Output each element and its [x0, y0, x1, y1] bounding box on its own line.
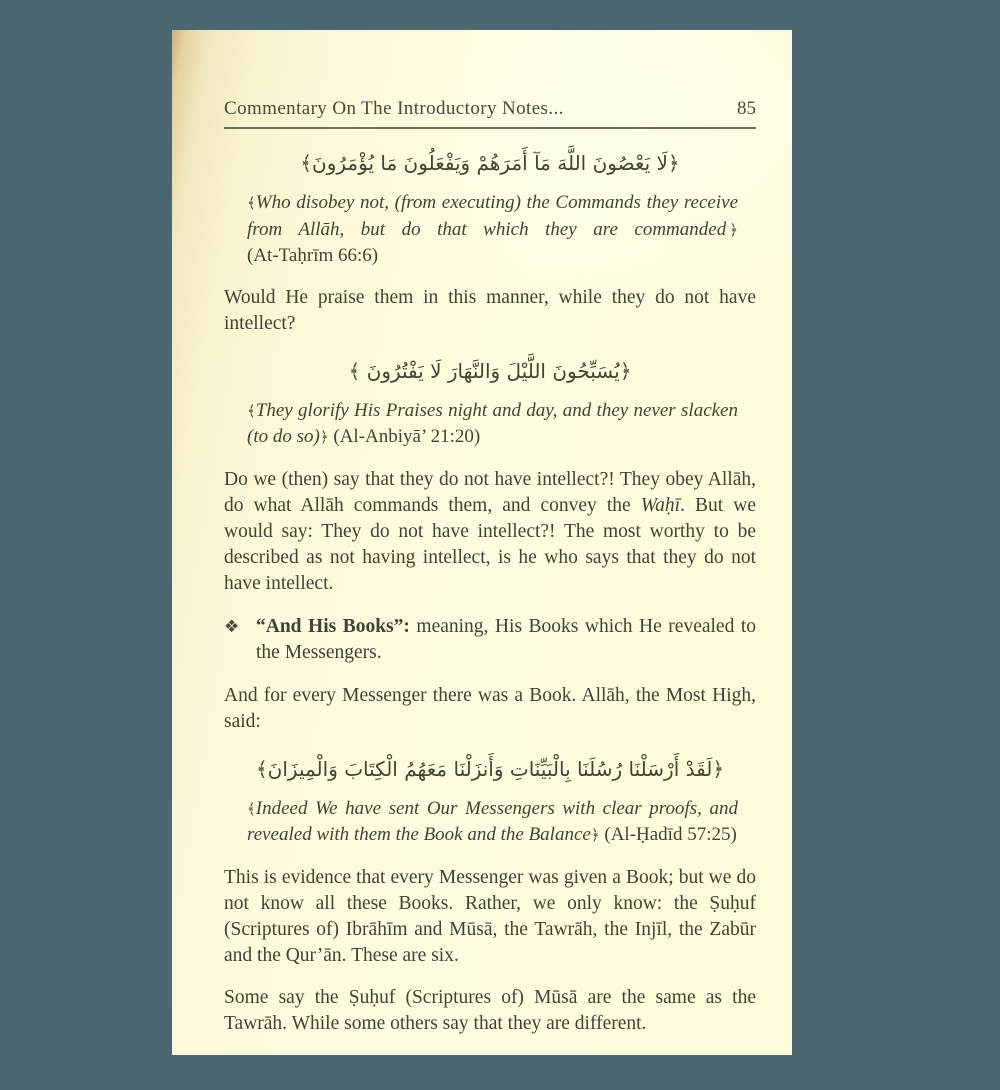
verse-reference: (Al-Ḥadīd 57:25): [604, 824, 737, 845]
quran-quote-tahrim: [224, 145, 756, 269]
paragraph-praise: Would He praise them in this manner, while they do not have intellect?: [224, 286, 756, 334]
quote-open-ornament: ﴾: [247, 401, 256, 420]
paragraph-messenger: And for every Messenger there was a Book. Allāh, the Most High, said:: [224, 684, 756, 732]
quote-close-ornament: ﴿: [729, 220, 738, 239]
bullet-text: [256, 614, 756, 666]
paragraph-intellect: [224, 467, 756, 597]
paragraph-intellect-post: . But we would say: They do not have intellect?! The most worthy to be described as not having intellect, is he who says that they do not have intellect.: [224, 494, 756, 594]
verse-reference: (At-Taḥrīm 66:6): [247, 245, 379, 266]
running-header: [224, 98, 756, 129]
bullet-and-his-books: [224, 614, 756, 666]
diamond-bullet-icon: ❖: [224, 616, 240, 636]
translation-text: Indeed We have sent Our Messengers with clear proofs, and revealed with them the Book and the Balance: [247, 797, 738, 845]
wahi-term: Waḥī: [640, 494, 681, 516]
bullet-rest: meaning, His Books which He revealed to the Messengers.: [256, 615, 757, 663]
quote-open-ornament: ﴾: [247, 194, 256, 212]
verse-reference: (Al-Anbiyā’ 21:20): [333, 426, 481, 447]
quran-quote-hadid: [224, 751, 756, 849]
quote-close-ornament: ﴿: [590, 826, 600, 844]
bullet-bold-lead: “And His Books”:: [256, 615, 410, 637]
quote-close-ornament: ﴿: [319, 428, 329, 446]
paragraph-evidence: This is evidence that every Messenger was given a Book; but we do not know all these Books. Rather, we only know: the Ṣuḥuf (Scriptures of) Ibrāhīm and Mūsā, the Tawrāh, the Injīl, the Zabūr and the Qur’ān. These are six.: [224, 866, 756, 966]
verse-translation-tahrim: [247, 190, 738, 269]
quran-quote-anbiya: [224, 353, 756, 451]
translation-text: Who disobey not, (from executing) the Commands they receive from Allāh, but do that which they are commanded: [247, 192, 738, 240]
translation-text: They glorify His Praises night and day, and they never slacken (to do so): [247, 399, 738, 447]
book-page: [172, 30, 792, 1055]
verse-translation-hadid: [247, 796, 738, 849]
paragraph-intellect-pre: Do we (then) say that they do not have intellect?! They obey Allāh, do what Allāh commands them, and convey the: [224, 468, 756, 516]
quote-open-ornament: ﴾: [247, 799, 256, 818]
running-header-title: Commentary On The Introductory Notes...: [224, 98, 564, 119]
arabic-verse-anbiya: ﴿يُسَبِّحُونَ اللَّيْلَ وَالنَّهَارَ لَا يَفْتُرُونَ ﴾: [348, 358, 632, 383]
arabic-verse-hadid: ﴿لَقَدْ أَرْسَلْنَا رُسُلَنَا بِالْبَيِّنَاتِ وَأَنزَلْنَا مَعَهُمُ الْكِتَابَ وَالْمِيزَانَ﴾: [255, 756, 725, 781]
page-number: 85: [737, 98, 756, 119]
paragraph-suhuf: Some say the Ṣuḥuf (Scriptures of) Mūsā are the same as the Tawrāh. While some others say that they are different.: [224, 986, 756, 1034]
verse-translation-anbiya: [247, 398, 738, 451]
arabic-verse-tahrim: ﴿لَا يَعْصُونَ اللَّهَ مَآ أَمَرَهُمْ وَيَفْعَلُونَ مَا يُؤْمَرُونَ﴾: [300, 151, 680, 175]
